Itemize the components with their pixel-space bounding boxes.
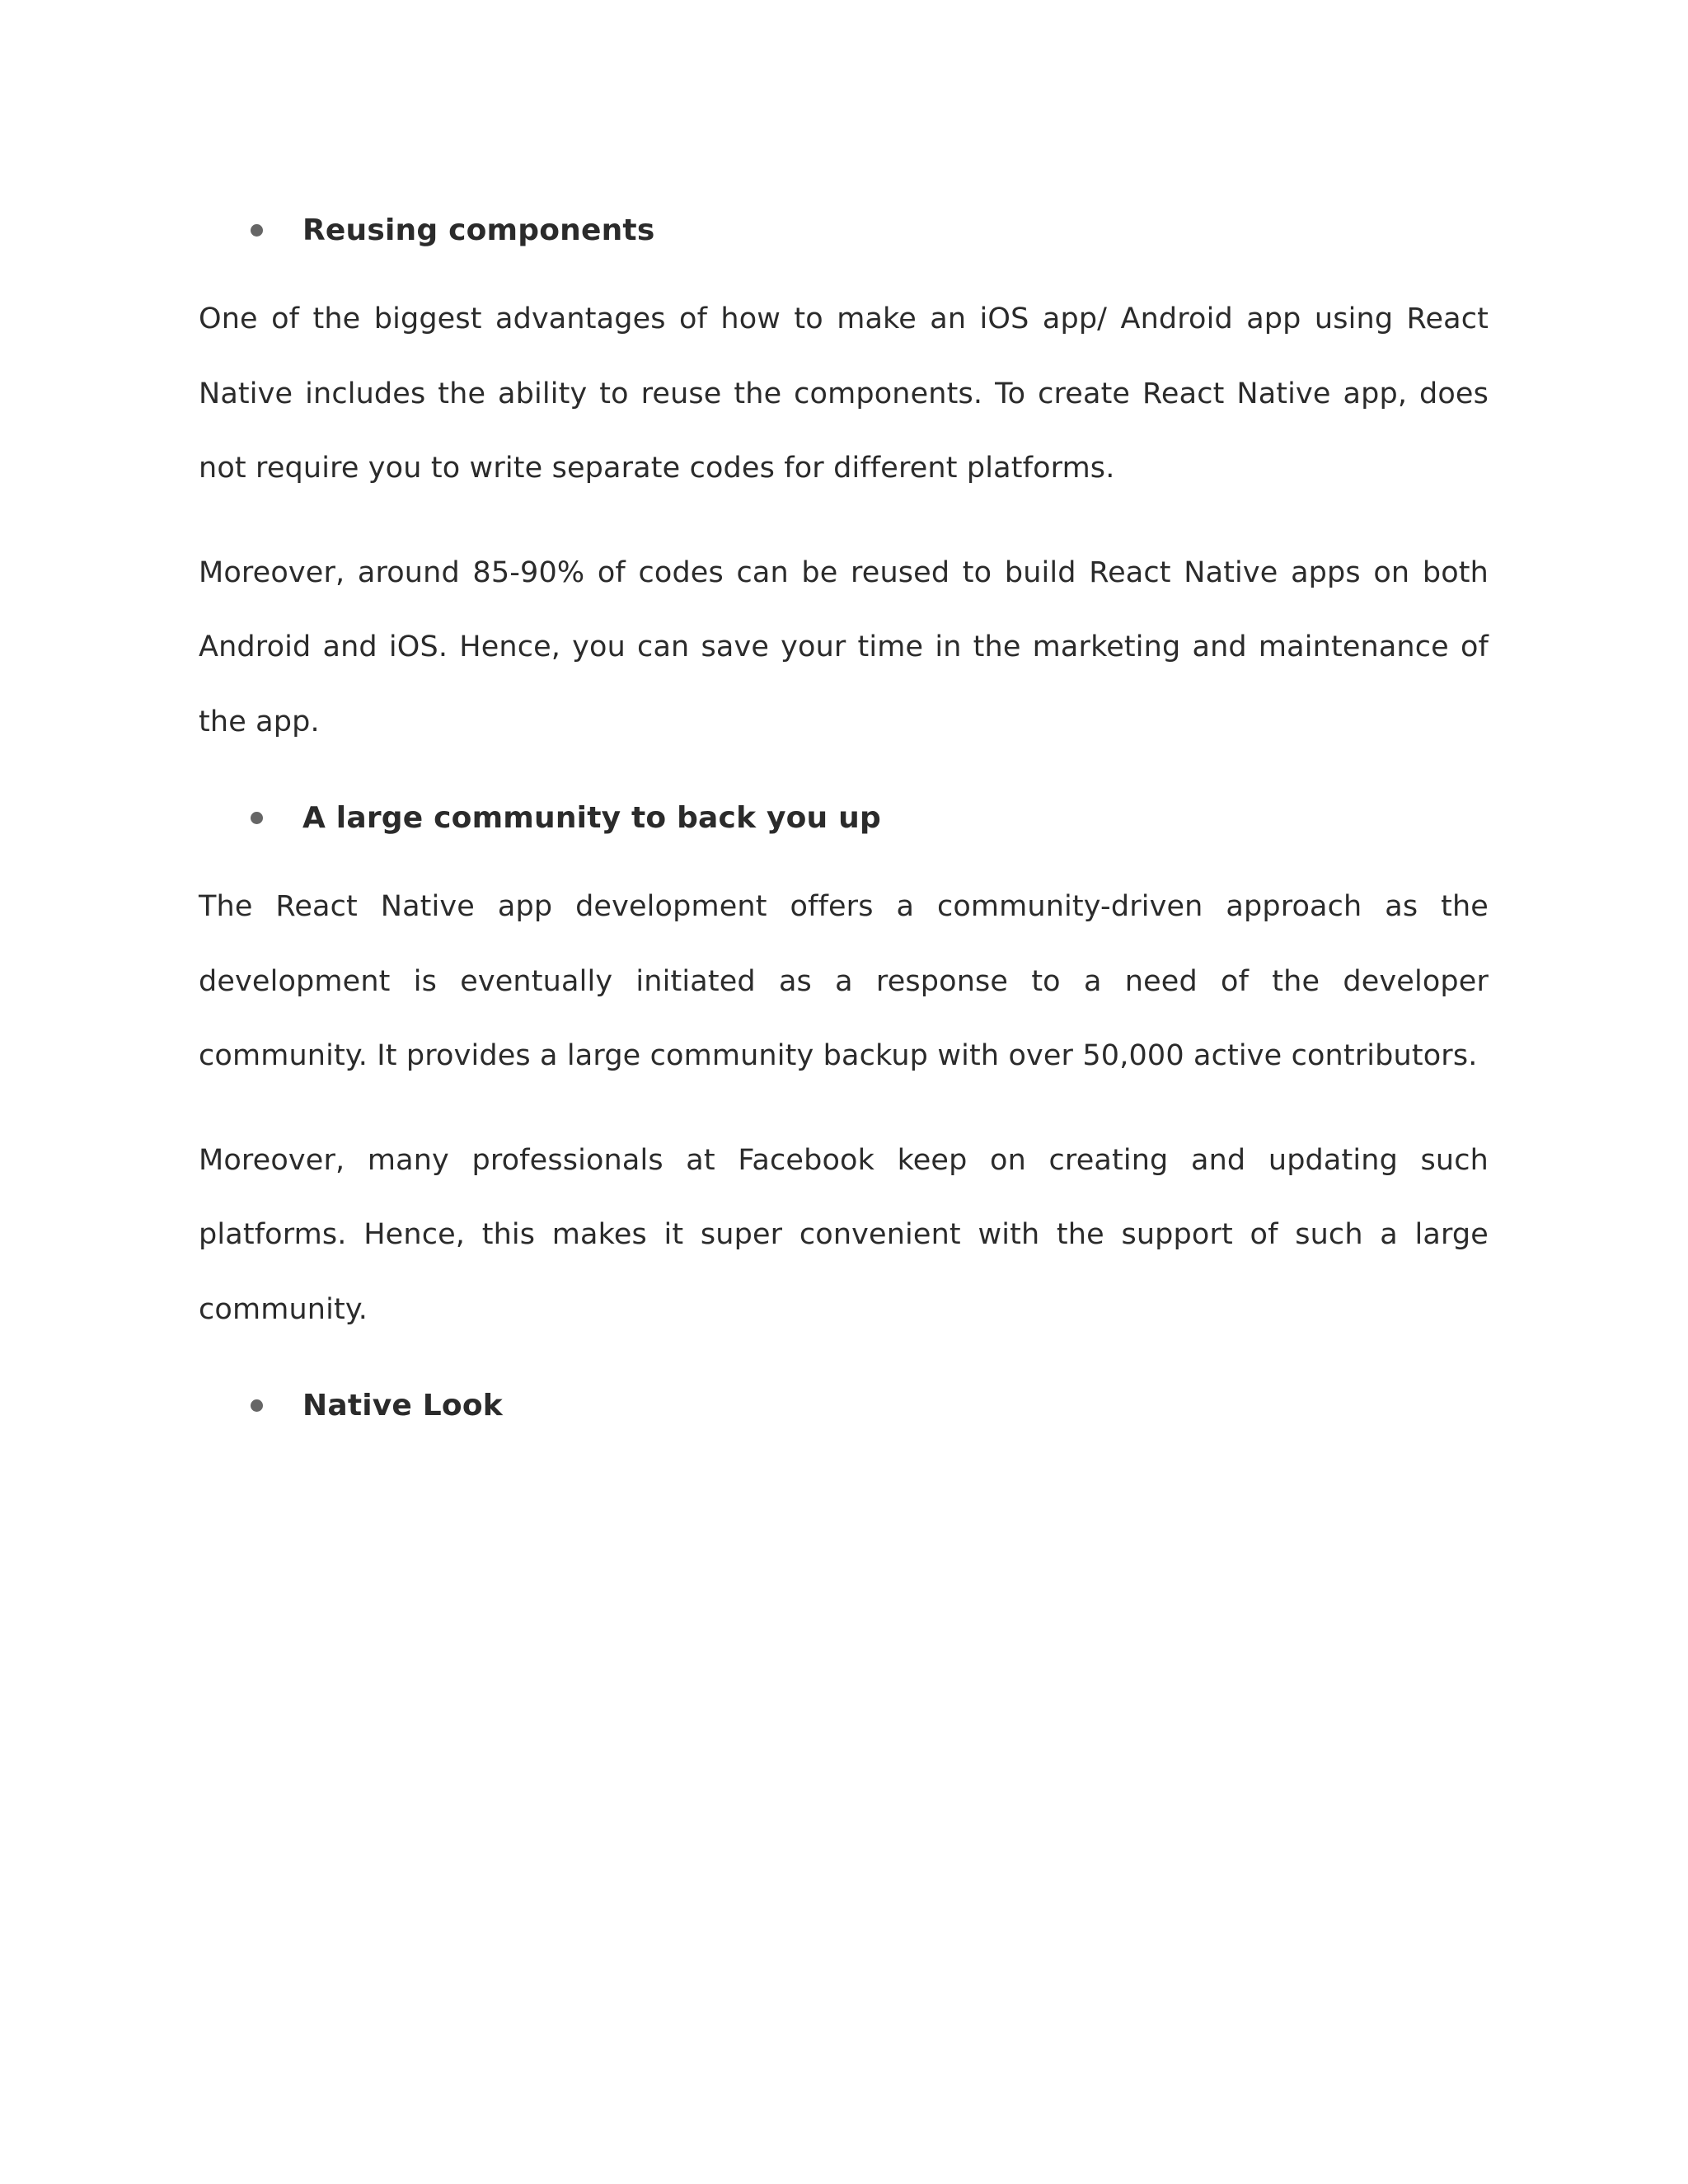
paragraph: The React Native app development offers a community-driven approach as the development is eventually initiated as a response to a need of the developer community. It provides a large community backup with over 50,000 active contributors. — [199, 890, 1489, 1072]
heading-text: Reusing components — [302, 213, 655, 247]
bullet-icon — [251, 812, 263, 824]
bullet-icon — [251, 1399, 263, 1412]
heading-text: Native Look — [302, 1388, 503, 1422]
bullet-icon — [251, 224, 263, 237]
paragraph: Moreover, many professionals at Facebook keep on creating and updating such platforms. Hence, this makes it super convenient with the support of such a large community. — [199, 1143, 1489, 1326]
paragraph: Moreover, around 85-90% of codes can be reused to build React Native apps on both Android and iOS. Hence, you can save your time in the marketing and maintenance of the app. — [199, 555, 1489, 738]
section-heading-reusing-components — [199, 190, 1489, 270]
section-heading-native-look — [199, 1365, 1489, 1446]
heading-text: A large community to back you up — [302, 800, 881, 835]
document-content — [199, 190, 1489, 1446]
paragraph: One of the biggest advantages of how to make an iOS app/ Android app using React Native includes the ability to reuse the components. To create React Native app, does not require you to write separate codes for different platforms. — [199, 302, 1489, 485]
section-heading-large-community — [199, 777, 1489, 858]
